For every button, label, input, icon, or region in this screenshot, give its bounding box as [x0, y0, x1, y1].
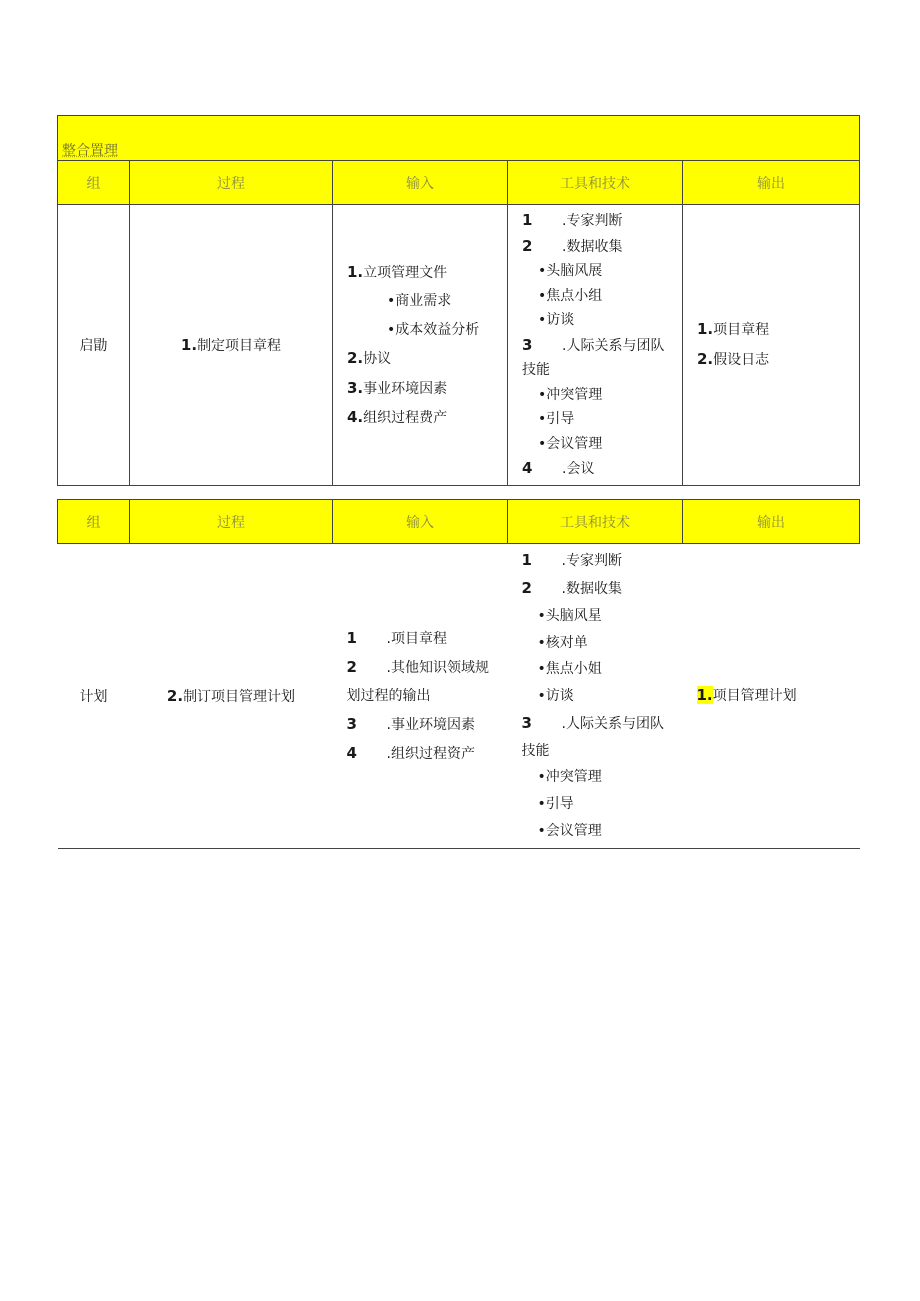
item-text: .项目章程 — [386, 631, 447, 647]
list-item — [522, 333, 682, 359]
list-item — [522, 284, 682, 309]
list-item — [347, 287, 507, 316]
outputs-cell — [683, 205, 860, 486]
item-number: 4 — [522, 459, 533, 478]
item-subpoint: •会议管理 — [538, 435, 603, 452]
item-text: 组织过程费产 — [363, 410, 448, 426]
list-item — [522, 603, 683, 630]
header-process: 过程 — [130, 161, 333, 205]
list-item — [522, 208, 682, 234]
integration-table-initiating — [57, 115, 860, 486]
item-text: .其他知识领域规 — [386, 660, 489, 676]
item-subpoint: •焦点小姐 — [537, 661, 602, 678]
item-number: 2 — [522, 236, 533, 255]
group-cell: 计划 — [58, 544, 130, 849]
list-item — [697, 315, 859, 345]
process-number: 1. — [180, 336, 198, 354]
item-number: 1 — [521, 551, 532, 570]
header-row — [58, 500, 860, 544]
item-text: 事业环境因素 — [363, 380, 448, 397]
process-number: 2. — [166, 687, 184, 705]
item-subpoint: •焦点小组 — [538, 287, 603, 304]
list-item — [522, 308, 682, 333]
integration-table-planning — [57, 499, 860, 849]
list-item — [522, 818, 683, 845]
inputs-cell — [333, 205, 508, 486]
item-subpoint: •冲突管理 — [537, 769, 602, 786]
group-cell: 启勖 — [58, 205, 130, 486]
list-item — [697, 683, 860, 709]
process-name: 制订项目管理计划 — [183, 689, 296, 705]
list-item — [347, 710, 508, 739]
item-subpoint: •访谈 — [538, 312, 575, 329]
list-item — [522, 432, 682, 457]
item-number: 4. — [347, 408, 364, 426]
list-item — [347, 316, 507, 345]
list-item — [522, 234, 682, 260]
inputs-list — [347, 624, 508, 768]
item-text: 项目管理计划 — [712, 688, 797, 705]
table-row — [58, 544, 860, 849]
header-tools: 工具和技术 — [508, 500, 683, 544]
header-inputs: 输入 — [333, 500, 508, 544]
item-subpoint: •成本效益分析 — [387, 321, 480, 338]
list-item — [522, 547, 683, 575]
item-text: .事业环境因素 — [386, 717, 475, 733]
item-number: 1 — [522, 211, 533, 230]
tools-cell — [508, 544, 683, 849]
item-number: 2. — [347, 349, 364, 367]
item-continuation: 技能 — [521, 742, 550, 759]
inputs-cell — [333, 544, 508, 849]
item-text: 立项管理文件 — [363, 264, 448, 281]
header-process: 过程 — [130, 500, 333, 544]
list-item — [522, 259, 682, 284]
list-item — [522, 683, 683, 710]
item-text: .人际关系与团队 — [561, 715, 664, 732]
item-number: 1 — [346, 629, 357, 647]
item-text: .数据收集 — [561, 580, 622, 597]
list-item — [522, 791, 683, 818]
item-number: 1. — [347, 262, 364, 281]
item-subpoint: •头脑风星 — [537, 607, 602, 624]
item-text: .组织过程资产 — [386, 746, 475, 762]
item-number: 3. — [347, 378, 364, 397]
list-item — [522, 656, 683, 683]
item-text: 假设日志 — [713, 352, 770, 368]
inputs-list — [347, 258, 507, 433]
item-subpoint: •访谈 — [537, 688, 574, 705]
list-item — [347, 374, 507, 404]
process-cell — [130, 205, 333, 486]
list-item — [697, 345, 859, 375]
item-subpoint: •冲突管理 — [538, 386, 603, 403]
list-item — [522, 764, 683, 791]
item-subpoint: •商业需求 — [387, 293, 452, 309]
item-text: .人际关系与团队 — [562, 337, 665, 354]
list-item — [347, 739, 508, 768]
item-subpoint: •会议管理 — [537, 823, 602, 840]
list-item — [522, 383, 682, 408]
process-cell — [130, 544, 333, 849]
header-tools: 工具和技术 — [508, 161, 683, 205]
header-outputs: 输出 — [683, 161, 860, 205]
item-number: 3 — [522, 335, 533, 354]
list-item — [522, 630, 683, 657]
item-number: 4 — [346, 744, 357, 762]
list-item — [347, 624, 508, 653]
list-item — [522, 738, 683, 765]
item-subpoint: •头脑风展 — [538, 263, 603, 280]
section-title-row — [58, 116, 860, 161]
tools-list — [522, 547, 683, 845]
list-item — [347, 258, 507, 288]
item-number: 2 — [346, 658, 357, 676]
header-group: 组 — [58, 161, 130, 205]
item-text: 项目章程 — [713, 322, 770, 338]
item-text: 协议 — [363, 351, 392, 367]
item-number: 2. — [697, 350, 714, 368]
header-group: 组 — [58, 500, 130, 544]
process-name: 制定项目章程 — [197, 338, 282, 354]
item-text: .专家判断 — [562, 213, 623, 230]
list-item — [522, 710, 683, 738]
outputs-cell — [683, 544, 860, 849]
item-number: 1. — [697, 320, 714, 338]
item-number: 1. — [696, 686, 713, 705]
list-item — [347, 403, 507, 433]
section-title: 整合置理 — [58, 116, 860, 161]
list-item — [347, 653, 508, 682]
item-text: .数据收集 — [562, 238, 623, 255]
header-outputs: 输出 — [683, 500, 860, 544]
outputs-list — [697, 683, 860, 709]
item-number: 2 — [521, 578, 532, 597]
item-subpoint: •引导 — [537, 796, 574, 813]
outputs-list — [697, 315, 859, 375]
header-inputs: 输入 — [333, 161, 508, 205]
item-subpoint: •核对单 — [537, 634, 588, 651]
item-subpoint: •引导 — [538, 411, 575, 428]
header-row — [58, 161, 860, 205]
tools-cell — [508, 205, 683, 486]
item-number: 3 — [521, 713, 532, 732]
list-item — [522, 575, 683, 603]
list-item — [347, 344, 507, 374]
list-item — [522, 456, 682, 482]
table-row — [58, 205, 860, 486]
item-number: 3 — [346, 715, 357, 733]
tools-list — [522, 208, 682, 482]
item-text: .会议 — [562, 461, 595, 478]
list-item — [347, 682, 508, 710]
item-continuation: 技能 — [522, 362, 550, 379]
item-continuation: 划过程的输出 — [346, 688, 431, 704]
list-item — [522, 407, 682, 432]
item-text: .专家判断 — [561, 553, 622, 570]
list-item — [522, 358, 682, 383]
